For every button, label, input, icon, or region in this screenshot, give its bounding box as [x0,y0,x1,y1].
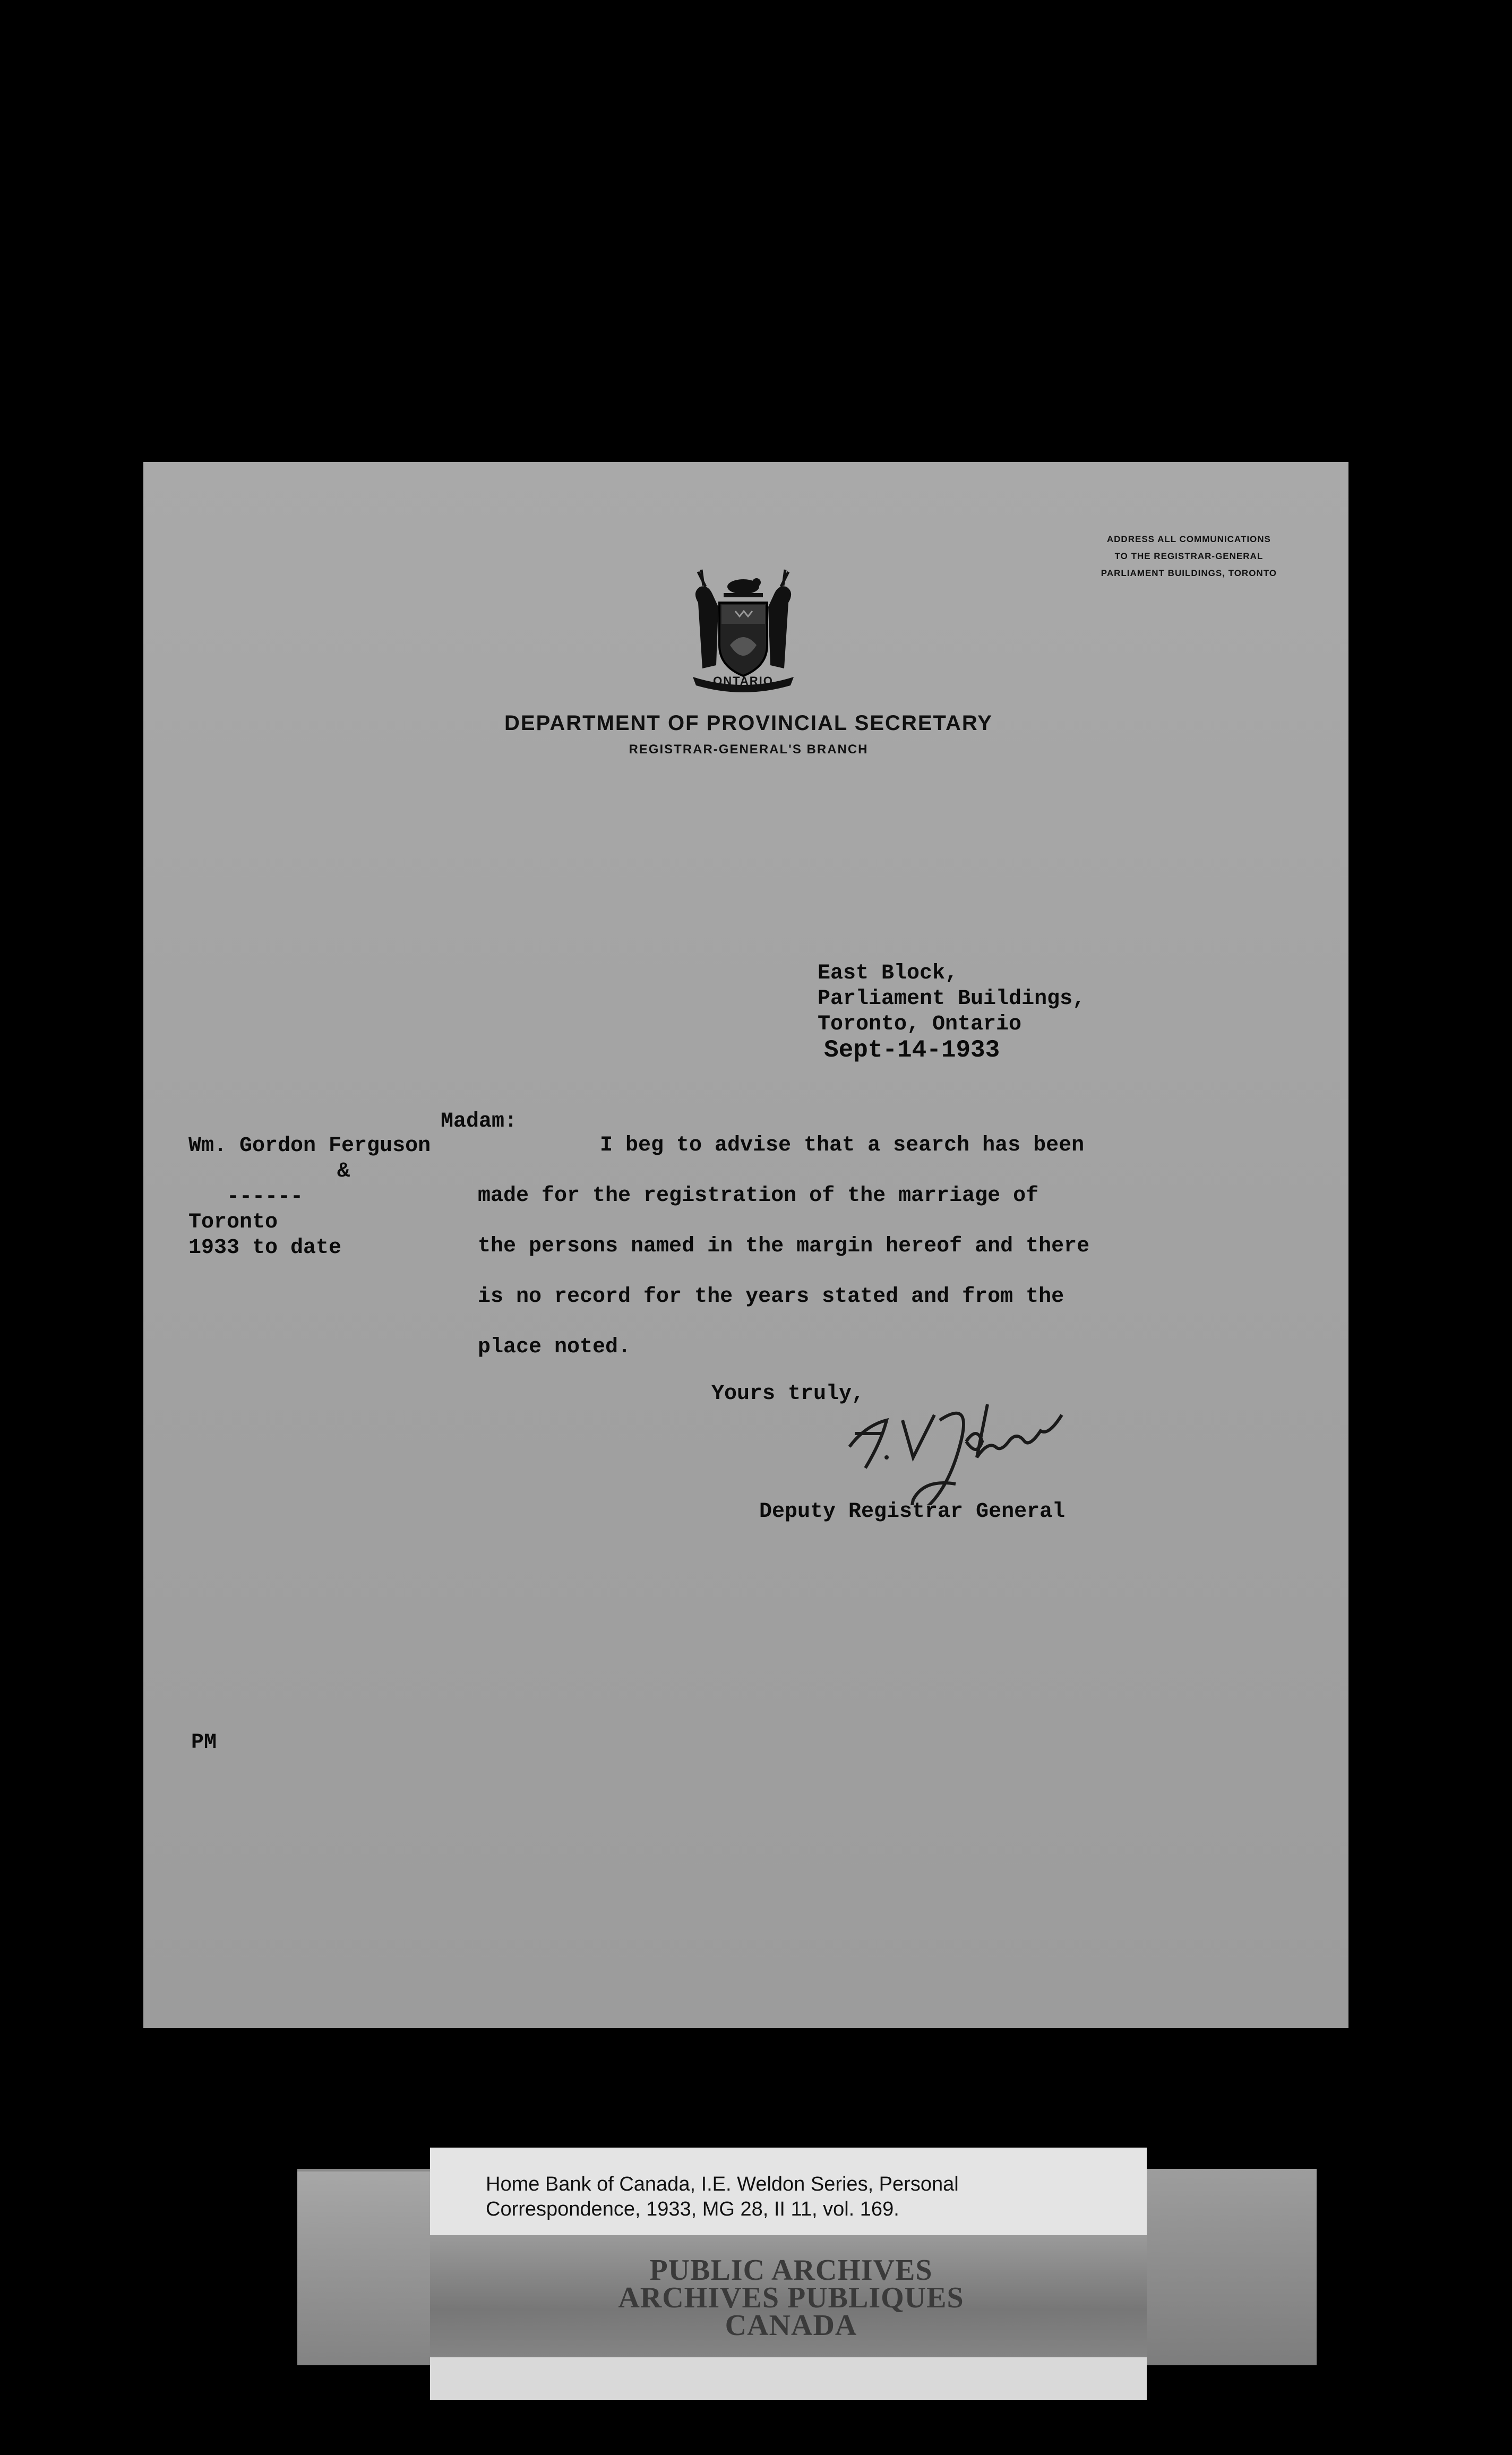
branch-heading: REGISTRAR-GENERAL'S BRANCH [629,742,869,757]
signer-title: Deputy Registrar General [759,1500,1066,1524]
archive-box-flap [1147,2169,1317,2365]
archive-stamp-line: ARCHIVES PUBLIQUES [618,2281,964,2314]
letter-date: Sept-14-1933 [824,1036,1000,1064]
closing: Yours truly, [711,1382,865,1406]
margin-note [188,1134,431,1261]
margin-years: 1933 to date [188,1236,342,1260]
archive-stamp-line: PUBLIC ARCHIVES [649,2254,933,2287]
archive-box-flap [297,2171,430,2365]
archive-label-line: Home Bank of Canada, I.E. Weldon Series, Personal [486,2173,959,2195]
margin-blank: ------ [227,1185,304,1209]
margin-ampersand: & [337,1160,350,1183]
margin-name: Wm. Gordon Ferguson [188,1134,431,1158]
archive-label-edge [430,2357,1147,2400]
letter-page [143,462,1348,2028]
sender-address [818,961,1085,1063]
body-line: I beg to advise that a search has been [600,1134,1085,1157]
address-note-line: TO THE REGISTRAR-GENERAL [1114,551,1264,561]
address-line: Parliament Buildings, [818,987,1086,1011]
archive-stamp [584,2254,998,2342]
typist-initials: PM [191,1731,217,1755]
margin-place: Toronto [188,1211,278,1234]
address-note-line: PARLIAMENT BUILDINGS, TORONTO [1101,568,1277,578]
address-note-line: ADDRESS ALL COMMUNICATIONS [1106,534,1271,544]
address-note [1101,531,1277,582]
body-line: place noted. [478,1335,631,1359]
archive-label-line: Correspondence, 1933, MG 28, II 11, vol. 169. [486,2198,899,2220]
body-line: the persons named in the margin hereof and there [478,1234,1090,1258]
body-line: made for the registration of the marriage of [478,1184,1039,1208]
address-line: Toronto, Ontario [818,1012,1022,1036]
archive-stamp-line: CANADA [725,2309,857,2342]
department-heading: DEPARTMENT OF PROVINCIAL SECRETARY [504,711,993,735]
handwritten-signature [828,1383,1126,1505]
archive-label [430,2148,1147,2235]
crest-label: ONTARIO [713,674,774,688]
address-line: East Block, [818,962,958,985]
salutation: Madam: [441,1110,518,1134]
body-line: is no record for the years stated and from the [478,1285,1064,1309]
